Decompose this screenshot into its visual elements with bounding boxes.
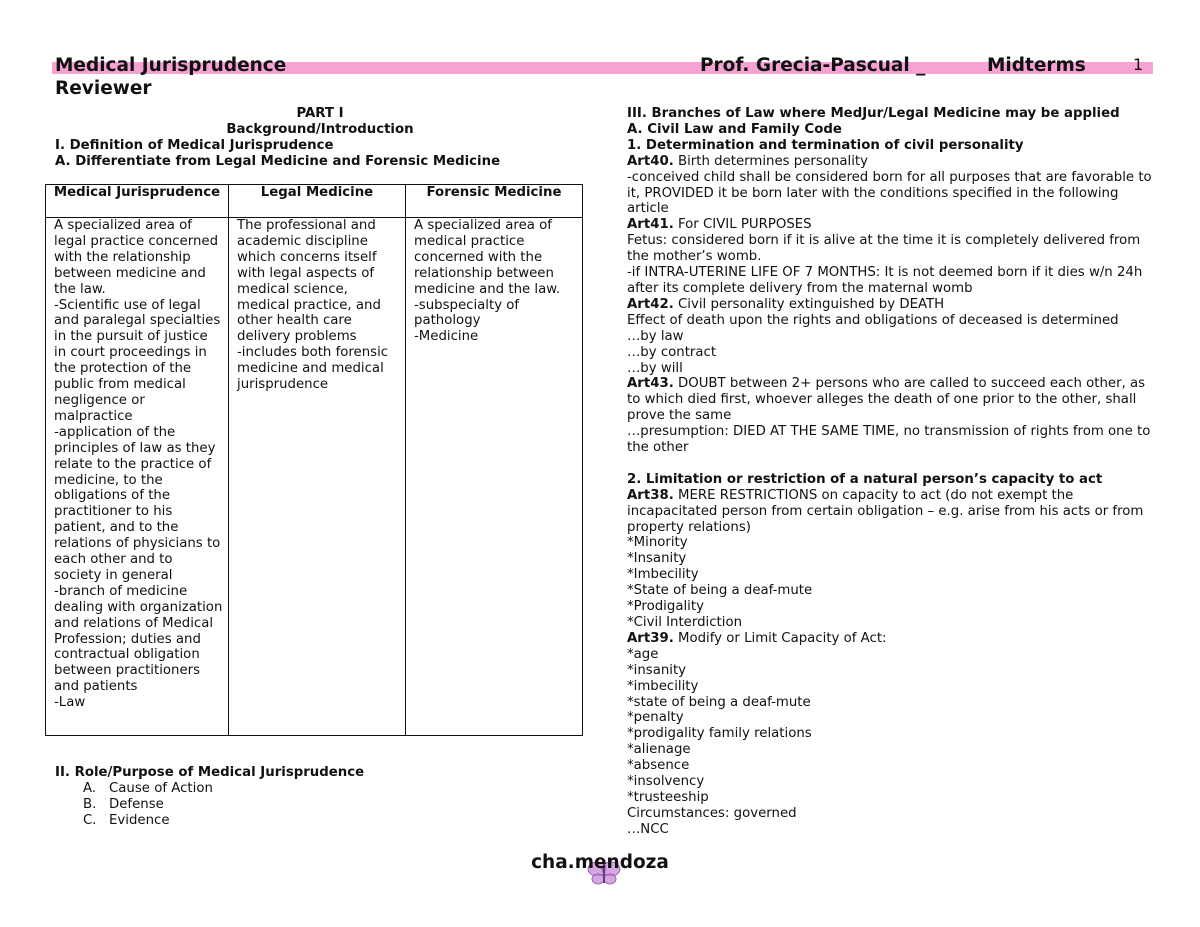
article-label: Art40.: [627, 153, 674, 169]
cell-text: -branch of medicine dealing with organization and relations of Medical Profession; duties and contractual obligation between practitioners and patients: [54, 583, 223, 695]
section-3a-heading: A. Civil Law and Family Code: [627, 121, 842, 137]
article-40: [627, 154, 1157, 170]
list-item: *state of being a deaf-mute: [627, 694, 811, 710]
table-header-cell: Legal Medicine: [229, 185, 406, 218]
list-item: …by will: [627, 360, 683, 376]
list-item: *prodigality family relations: [627, 726, 812, 742]
role-list: [55, 781, 575, 829]
list-marker: C.: [83, 812, 97, 828]
article-text: Birth determines personality: [673, 153, 868, 169]
cell-text: A specialized area of medical practice concerned with the relationship between medicine and the law.: [414, 218, 561, 297]
cell-text: -subspecialty of pathology: [414, 297, 520, 329]
article-note: Fetus: considered born if it is alive at the time it is completely delivered from the mother’s womb.: [627, 233, 1141, 265]
right-column: [627, 106, 1157, 838]
article-39: [627, 631, 1157, 647]
table-header-cell: Forensic Medicine: [406, 185, 583, 218]
list-item: [83, 796, 575, 813]
list-marker: B.: [83, 796, 97, 812]
article-note: -if INTRA-UTERINE LIFE OF 7 MONTHS: It is not deemed born if it dies w/n 24h after its complete delivery from the maternal womb: [627, 265, 1143, 296]
list-item: *Civil Interdiction: [627, 614, 743, 630]
table-cell-medical-jurisprudence: [46, 218, 229, 736]
author-signature: cha.mendoza: [531, 852, 669, 873]
table-cell-forensic-medicine: [406, 218, 583, 736]
table-header-row: [46, 185, 583, 218]
list-item-text: Defense: [109, 796, 164, 812]
article-41: [627, 217, 1157, 233]
table-cell-legal-medicine: [229, 218, 406, 736]
subsection-1-heading: 1. Determination and termination of civil personality: [627, 137, 1024, 153]
list-item: [83, 812, 575, 829]
article-43: [627, 376, 1157, 424]
article-38: [627, 488, 1157, 536]
article-label: Art38.: [627, 487, 674, 503]
list-item: *State of being a deaf-mute: [627, 583, 813, 599]
list-item: *insolvency: [627, 774, 705, 790]
cell-text: The professional and academic discipline which concerns itself with legal aspects of medical science, medical practice, and other health care delivery problems: [237, 218, 381, 345]
article-text: Modify or Limit Capacity of Act:: [673, 630, 887, 646]
section-1a-heading: A. Differentiate from Legal Medicine and Forensic Medicine: [55, 153, 501, 169]
article-42: [627, 297, 1157, 313]
list-item: …by law: [627, 328, 684, 344]
article-text: For CIVIL PURPOSES: [673, 217, 812, 233]
section-2-heading: II. Role/Purpose of Medical Jurisprudence: [55, 765, 365, 780]
cell-text: -application of the principles of law as they relate to the practice of medicine, to the obligations of the practitioner to his patient, and to the relations of physicians to each other and to society in general: [54, 424, 221, 583]
cell-text: -Medicine: [414, 329, 479, 345]
list-item: *Insanity: [627, 551, 687, 567]
left-column: [55, 106, 585, 170]
cell-text: A specialized area of legal practice concerned with the relationship between medicine and the law.: [54, 218, 219, 297]
article-label: Art42.: [627, 296, 674, 312]
list-item: *imbecility: [627, 678, 699, 694]
section-2: [55, 765, 575, 829]
list-item: *alienage: [627, 742, 691, 758]
list-item: *penalty: [627, 710, 684, 726]
circumstances-note: Circumstances: governed: [627, 805, 797, 821]
list-item: *Imbecility: [627, 567, 699, 583]
part-title: Background/Introduction: [226, 121, 414, 137]
list-item-text: Evidence: [109, 812, 170, 828]
article-text: MERE RESTRICTIONS on capacity to act (do not exempt the incapacitated person from certain obligation – e.g. arise from his acts or from property relations): [627, 487, 1144, 535]
list-marker: A.: [83, 780, 97, 796]
document-title: Medical Jurisprudence: [55, 55, 287, 76]
section-3-heading: III. Branches of Law where MedJur/Legal Medicine may be applied: [627, 106, 1120, 121]
cell-text: -Law: [54, 695, 86, 711]
list-item: *Prodigality: [627, 599, 704, 615]
article-note: -conceived child shall be considered born for all purposes that are favorable to it, PROVIDED it be born later with the conditions specified in the following article: [627, 169, 1152, 217]
list-item: [83, 780, 575, 797]
article-label: Art41.: [627, 217, 674, 233]
article-label: Art39.: [627, 630, 674, 646]
table-header-cell: Medical Jurisprudence: [46, 185, 229, 218]
cell-text: -Scientific use of legal and paralegal specialties in the pursuit of justice in court proceedings in the protection of the public from medical negligence or malpractice: [54, 297, 221, 424]
list-item: *absence: [627, 758, 690, 774]
table-row: [46, 218, 583, 736]
article-note: …presumption: DIED AT THE SAME TIME, no transmission of rights from one to the other: [627, 424, 1151, 456]
list-item: *age: [627, 646, 659, 662]
part-heading: PART I: [296, 106, 344, 121]
list-item: …by contract: [627, 344, 717, 360]
list-item: *insanity: [627, 662, 687, 678]
section-1-heading: I. Definition of Medical Jurisprudence: [55, 137, 334, 153]
document-subtitle: Reviewer: [55, 78, 152, 99]
list-item: *Minority: [627, 535, 688, 551]
professor-name: Prof. Grecia-Pascual _: [700, 55, 926, 76]
list-item-text: Cause of Action: [109, 780, 213, 796]
article-text: Civil personality extinguished by DEATH: [673, 296, 945, 312]
comparison-table: [45, 184, 583, 736]
list-item: …NCC: [627, 821, 669, 837]
cell-text: -includes both forensic medicine and medical jurisprudence: [237, 345, 389, 393]
list-item: *trusteeship: [627, 789, 709, 805]
article-note: Effect of death upon the rights and obligations of deceased is determined: [627, 312, 1119, 328]
article-label: Art43.: [627, 376, 674, 392]
subsection-2-heading: 2. Limitation or restriction of a natural person’s capacity to act: [627, 471, 1103, 487]
spacer: [627, 456, 1157, 472]
term-label: Midterms: [987, 55, 1086, 76]
page-number: 1: [1133, 55, 1144, 74]
article-text: DOUBT between 2+ persons who are called to succeed each other, as to which died first, whoever alleges the death of one prior to the other, shall prove the same: [627, 376, 1146, 424]
